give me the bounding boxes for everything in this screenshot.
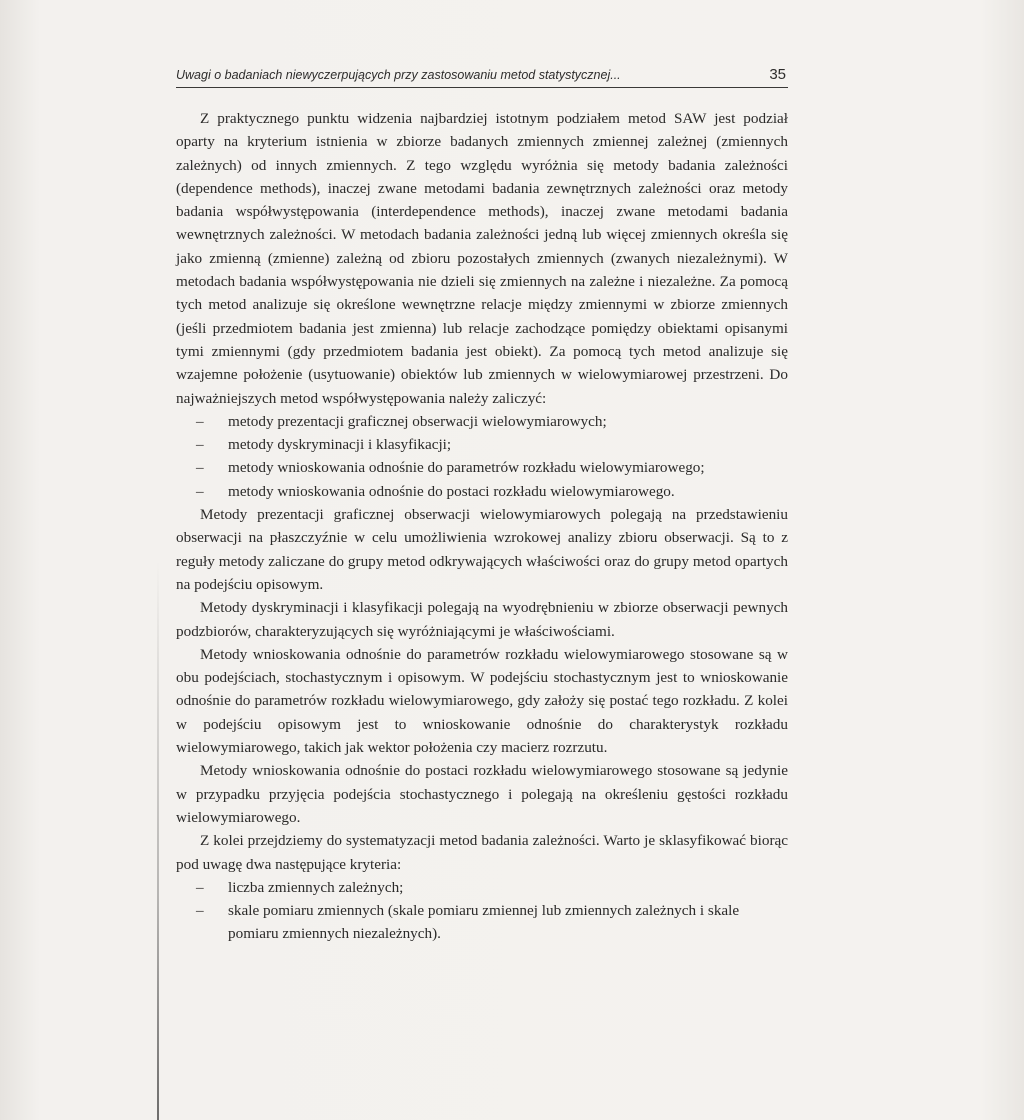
list-item-text: liczba zmiennych zależnych; — [228, 878, 404, 896]
list-dash: – — [196, 459, 204, 477]
paragraph-6: Z kolei przejdziemy do systematyzacji metod badania zależności. Warto je sklasyfikować biorąc pod uwagę dwa następujące kryteria: — [176, 832, 788, 873]
running-header — [176, 66, 788, 88]
book-spine-shadow — [157, 560, 159, 1120]
list-dash: – — [196, 436, 204, 454]
list-item — [176, 876, 788, 899]
list-item-text: metody wnioskowania odnośnie do parametrów rozkładu wielowymiarowego; — [228, 459, 705, 477]
list-item-text: skale pomiaru zmiennych (skale pomiaru zmiennej lub zmiennych zależnych i skale pomiaru zmiennych niezależnych). — [228, 902, 740, 943]
list-item — [176, 410, 788, 433]
page-number: 35 — [769, 66, 786, 83]
list-item-text: metody dyskryminacji i klasyfikacji; — [228, 436, 452, 454]
list-dash: – — [196, 412, 204, 430]
running-title: Uwagi o badaniach niewyczerpujących przy zastosowaniu metod statystycznej... — [176, 68, 621, 82]
paragraph-1: Z praktycznego punktu widzenia najbardziej istotnym podziałem metod SAW jest podział oparty na kryterium istnienia w zbiorze badanych zmiennych zmiennej zależnej (zmiennych zależnych) od innych zmiennych. Z tego względu wyróżnia się metody badania zależności (dependence methods), inaczej zwane metodami badania zewnętrznych zależności oraz metody badania współwystępowania (interdependence methods), inaczej zwane metodami badania wewnętrznych zależności. W metodach badania zależności jedną lub więcej zmiennych określa się jako zmienną (zmienne) zależną od zbioru pozostałych zmiennych (zwanych niezależnymi). W metodach badania współwystępowania nie dzieli się zmiennych na zależne i niezależne. Za pomocą tych metod analizuje się określone wewnętrzne relacje między zmiennymi w zbiorze zmiennych (jeśli przedmiotem badania jest zmienna) lub relacje zachodzące pomiędzy obiektami opisanymi tymi zmiennymi (gdy przedmiotem badania jest obiekt). Za pomocą tych metod analizuje się wzajemne położenie (usytuowanie) obiektów lub zmiennych w wielowymiarowej przestrzeni. Do najważniejszych metod współwystępowania należy zaliczyć: — [176, 110, 788, 407]
criteria-list — [176, 876, 788, 946]
list-item-text: metody prezentacji graficznej obserwacji wielowymiarowych; — [228, 412, 607, 430]
paragraph-4: Metody wnioskowania odnośnie do parametrów rozkładu wielowymiarowego stosowane są w obu podejściach, stochastycznym i opisowym. W podejściu stochastycznym jest to wnioskowanie odnośnie do parametrów rozkładu wielowymiarowego, gdy założy się postać tego rozkładu. Z kolei w podejściu opisowym jest to wnioskowanie odnośnie do charakterystyk rozkładu wielowymiarowego, takich jak wektor położenia czy macierz rozrzutu. — [176, 645, 788, 757]
list-dash: – — [196, 482, 204, 500]
list-item-text: metody wnioskowania odnośnie do postaci rozkładu wielowymiarowego. — [228, 482, 675, 500]
paragraph-3: Metody dyskryminacji i klasyfikacji polegają na wyodrębnieniu w zbiorze obserwacji pewnych podzbiorów, charakteryzujących się wyróżniającymi je właściwościami. — [176, 599, 788, 640]
list-dash: – — [196, 902, 204, 920]
page-body — [176, 107, 788, 946]
list-item — [176, 433, 788, 456]
list-item — [176, 456, 788, 479]
list-item — [176, 899, 788, 946]
paragraph-2: Metody prezentacji graficznej obserwacji wielowymiarowych polegają na przedstawieniu obserwacji na płaszczyźnie w celu umożliwienia wzrokowej analizy zbioru obserwacji. Są to z reguły metody zaliczane do grupy metod odkrywających właściwości oraz do grupy metod opartych na podejściu opisowym. — [176, 506, 788, 593]
list-dash: – — [196, 878, 204, 896]
list-item — [176, 480, 788, 503]
book-page — [176, 66, 788, 946]
methods-list — [176, 410, 788, 503]
paragraph-5: Metody wnioskowania odnośnie do postaci rozkładu wielowymiarowego stosowane są jedynie w przypadku przyjęcia podejścia stochastycznego i polegają na określeniu gęstości rozkładu wielowymiarowego. — [176, 762, 788, 826]
